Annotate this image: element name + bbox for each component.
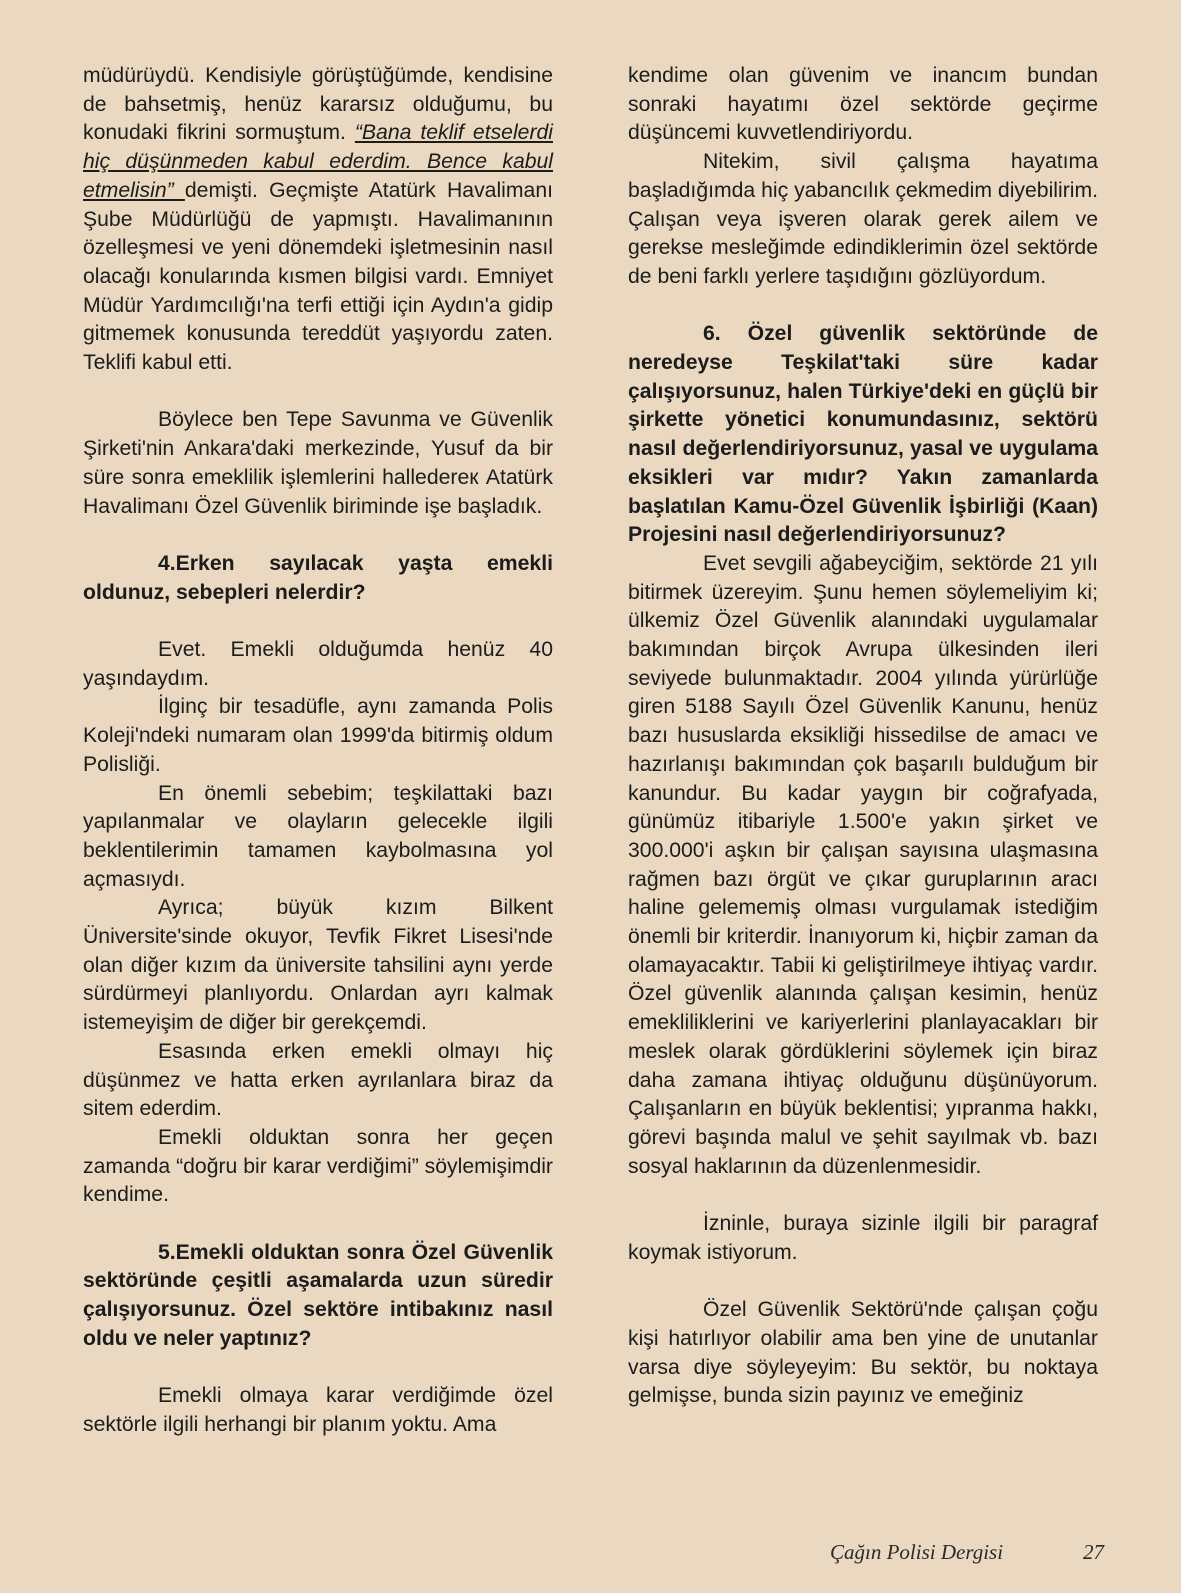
question-heading: 6. Özel güvenlik sektöründe de neredeyse Teşkilat'taki süre kadar çalışıyorsunuz, halen Türkiye'deki en güçlü bir şirkette yönetici konumundasınız, sektörü nasıl değerlendiriyorsunuz, yasal ve uygulama eksikleri var mıdır? Yakın zamanlarda başlatılan Kamu-Özel Güvenlik İşbirliği (Kaan) Projesini nasıl değerlendiriyorsunuz? [628, 322, 1098, 547]
paragraph: Emekli olduktan sonra her geçen zamanda “doğru bir karar verdiğimi” söylemişimdir kendime. [83, 1125, 553, 1207]
paragraph: Böylece ben Tepe Savunma ve Güvenlik Şirketi'nin Ankara'daki merkezinde, Yusuf da bir süre sonra emeklilik işlemlerini halledereк Atatürk Havalimanı Özel Güvenlik biriminde işe başladık. [83, 408, 553, 518]
paragraph: Emekli olmaya karar verdiğimde özel sektörle ilgili herhangi bir planım yoktu. Ama [83, 1384, 553, 1436]
paragraph: kendime olan güvenim ve inancım bundan sonraki hayatımı özel sektörde geçirme düşüncemi kuvvetlendiriyordu. [628, 64, 1098, 145]
right-column [628, 62, 1098, 1411]
paragraph: müdürüydü. Kendisiyle görüştüğümde, kendisine de bahsetmiş, henüz kararsız olduğumu, bu konudaki fikrini sormuştum. “Bana teklif etselerdi hiç düşünmeden kabul ederdim. Bence kabul etmelisin” demişti. Geçmişte Atatürk Havalimanı Şube Müdürlüğü de yapmıştı. Havalimanının özelleşmesi ve yeni dönemdeki işletmesinin nasıl olacağı konularında kısmen bilgisi vardı. Emniyet Müdür Yardımcılığı'na terfi ettiği için Aydın'a gidip gitmemek konusunda tereddüt yaşıyordu zaten. Teklifi kabul etti. [83, 64, 554, 375]
page-number: 27 [1083, 1540, 1104, 1564]
paragraph: İlginç bir tesadüfle, aynı zamanda Polis Koleji'ndeki numaram olan 1999'da bitirmiş oldum Polisliği. [83, 695, 553, 776]
question-heading: 5.Emekli olduktan sonra Özel Güvenlik sektöründe çeşitli aşamalarda uzun süredir çalışıyorsunuz. Özel sektöre intibakınız nasıl oldu ve neler yaptınız? [83, 1240, 553, 1350]
paragraph: En önemli sebebim; teşkilattaki bazı yapılanmalar ve olayların gelecekle ilgili beklentilerimin tamamen kaybolmasına yol açmasıydı. [83, 781, 553, 891]
left-column [83, 62, 553, 1440]
magazine-title: Çağın Polisi Dergisi [830, 1540, 1004, 1564]
paragraph: Esasında erken emekli olmayı hiç düşünmez ve hatta erken ayrılanlara biraz da sitem ederdim. [83, 1039, 553, 1121]
paragraph: Ayrıca; büyük kızım Bilkent Üniversite'sinde okuyor, Tevfik Fikret Lisesi'nde olan diğer kızım da üniversite tahsilini aynı yerde sürdürmeyi planlıyordu. Onlardan ayrı kalmak istemeyişim de diğer bir gerekçemdi. [83, 896, 553, 1035]
paragraph: Özel Güvenlik Sektörü'nde çalışan çoğu kişi hatırlıyor olabilir ama ben yine de unutanlar varsa diye söyleyeyim: Bu sektör, bu noktaya gelmişse, bunda sizin payınız ve emeğiniz [628, 1298, 1098, 1408]
paragraph: İzninle, buraya sizinle ilgili bir paragraf koymak istiyorum. [628, 1212, 1098, 1264]
paragraph: Evet sevgili ağabeyciğim, sektörde 21 yılı bitirmek üzereyim. Şunu hemen söylemeliyim ki; ülkemiz Özel Güvenlik alanındaki uygulamalar bakımından birçok Avrupa ülkesinden ileri seviyede bulunmaktadır. 2004 yılında yürürlüğe giren 5188 Sayılı Özel Güvenlik Kanunu, henüz bazı hususlarda eksikliği hissedilse de amacı ve hazırlanışı bakımından çok başarılı bulduğum bir kanundur. Bu kadar yaygın bir coğrafyada, günümüz itibariyle 1.500'e yakın şirket ve 300.000'i aşkın bir çalışan sayısına ulaşmasına rağmen bazı örgüt ve çıkar guruplarının aracı haline gelememiş olması vurgulamak istediğim önemli bir kriterdir. İnanıyorum ki, hiçbir zaman da olamayacaktır. Tabii ki geliştirilmeye ihtiyaç vardır. Özel güvenlik alanında çalışan kesimin, henüz emekliliklerini ve kariyerlerini planlayacakları bir meslek olarak gördüklerini söylemek için biraz daha zamana ihtiyaç olduğunu düşünüyorum. Çalışanların en büyük beklentisi; yıpranma hakkı, görevi başında malul ve şehit sayılmak vb. bazı sosyal haklarının da düzenlenmesidir. [628, 551, 1098, 1178]
quote: “Bana teklif etselerdi hiç düşünmeden kabul ederdim. Bence kabul etmelisin” [83, 121, 554, 202]
question-heading: 4.Erken sayılacak yaşta emekli oldunuz, sebepleri nelerdir? [83, 551, 553, 604]
paragraph: Evet. Emekli olduğumda henüz 40 yaşındaydım. [83, 638, 553, 690]
paragraph: Nitekim, sivil çalışma hayatıma başladığımda hiç yabancılık çekmedim diyebilirim. Çalışan veya işveren olarak gerek ailem ve gerekse mesleğimde edindiklerimin özel sektörde de beni farklı yerlere taşıdığını gözlüyordum. [628, 150, 1098, 288]
